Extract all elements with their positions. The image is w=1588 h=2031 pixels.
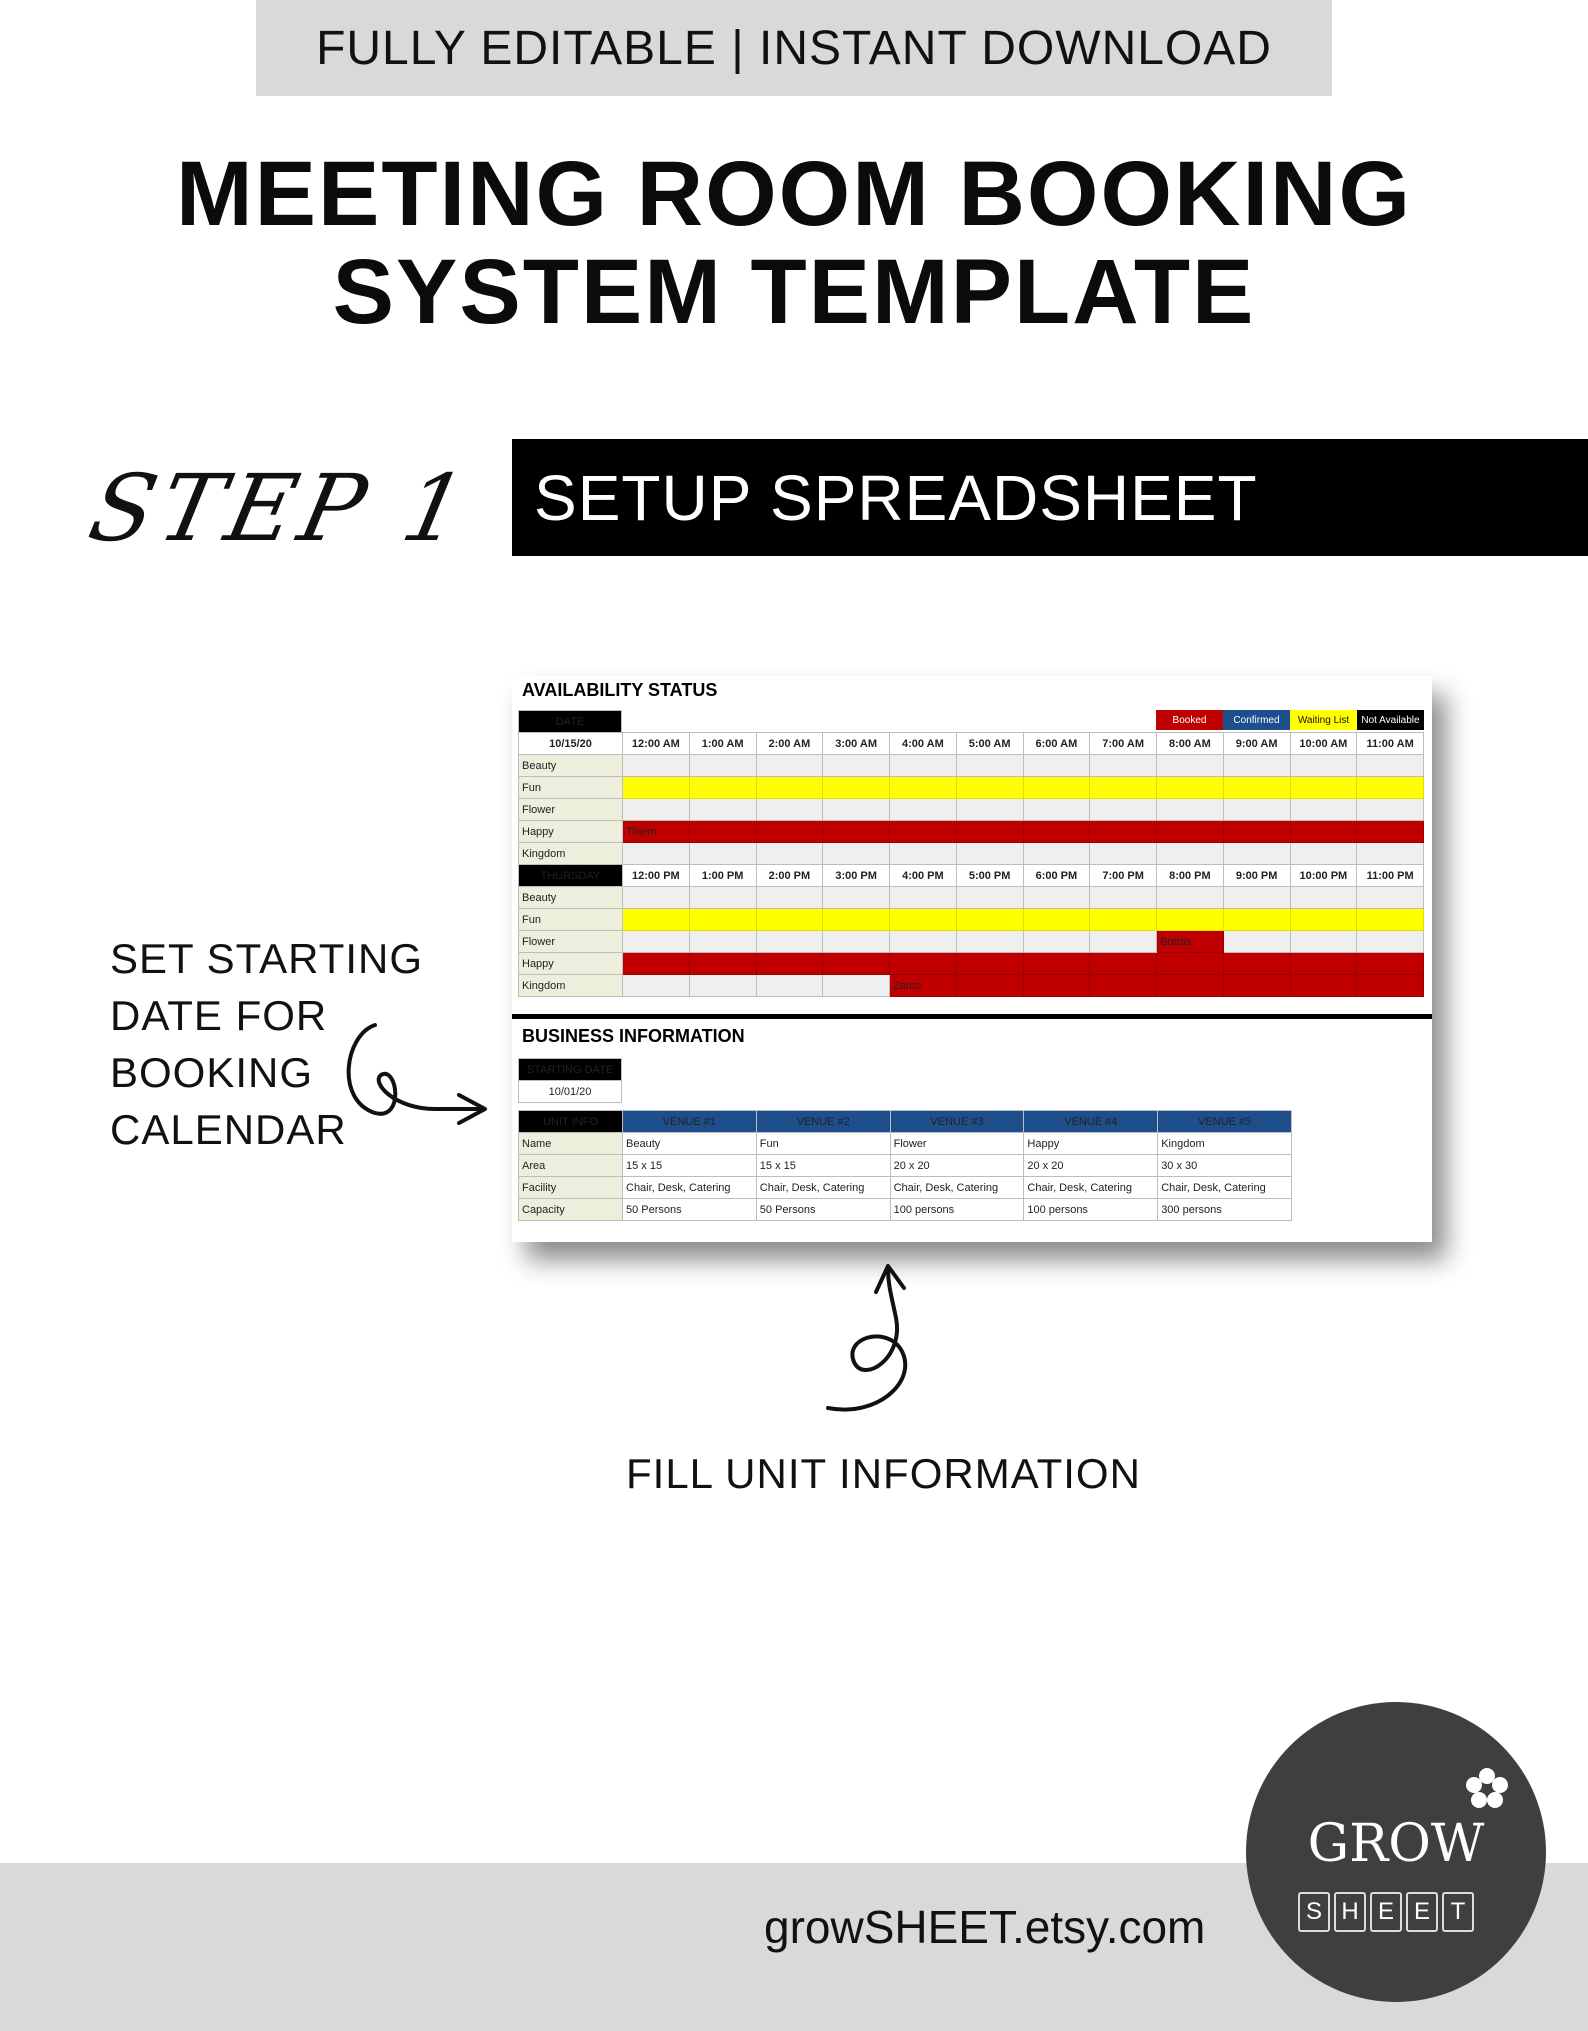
booking-cell[interactable]: [890, 843, 957, 865]
booking-cell[interactable]: [756, 777, 823, 799]
booking-cell[interactable]: [1157, 843, 1224, 865]
time-header: 11:00 PM: [1357, 865, 1424, 887]
side-note-line: SET STARTING: [110, 935, 424, 982]
time-header: 5:00 AM: [956, 733, 1023, 755]
booking-cell[interactable]: [1023, 909, 1090, 931]
booking-cell[interactable]: [1357, 755, 1424, 777]
unit-cell[interactable]: 20 x 20: [890, 1155, 1024, 1177]
side-note-line: DATE FOR: [110, 992, 328, 1039]
room-label: Flower: [519, 931, 623, 953]
curly-arrow-up-icon: [820, 1258, 930, 1418]
booking-cell[interactable]: [890, 887, 957, 909]
booking-cell[interactable]: [1157, 909, 1224, 931]
step-title-bar: [512, 439, 1588, 556]
starting-date-box: [518, 1058, 622, 1103]
booking-cell[interactable]: Thiem: [623, 821, 690, 843]
venue-header: VENUE #5: [1158, 1111, 1292, 1133]
booking-cell[interactable]: [1157, 777, 1224, 799]
time-header: 8:00 PM: [1157, 865, 1224, 887]
booking-cell[interactable]: [689, 821, 756, 843]
unit-cell[interactable]: Beauty: [623, 1133, 757, 1155]
booking-cell[interactable]: [756, 953, 823, 975]
time-header: 6:00 AM: [1023, 733, 1090, 755]
time-header: 2:00 PM: [756, 865, 823, 887]
unit-cell[interactable]: Fun: [756, 1133, 890, 1155]
room-label: Kingdom: [519, 843, 623, 865]
booking-cell[interactable]: [623, 909, 690, 931]
legend-waiting-list: Waiting List: [1290, 710, 1357, 730]
table-row: [519, 821, 1424, 843]
booking-cell[interactable]: [1023, 843, 1090, 865]
booking-cell[interactable]: [1290, 909, 1357, 931]
business-information-header: BUSINESS INFORMATION: [522, 1026, 745, 1046]
unit-cell[interactable]: Flower: [890, 1133, 1024, 1155]
side-note-line: CALENDAR: [110, 1106, 347, 1153]
booking-cell[interactable]: [956, 931, 1023, 953]
unit-row-label: Area: [519, 1155, 623, 1177]
booking-cell[interactable]: [1223, 931, 1290, 953]
unit-cell[interactable]: Chair, Desk, Catering: [756, 1177, 890, 1199]
table-row: [519, 843, 1424, 865]
bottom-note: FILL UNIT INFORMATION: [626, 1450, 1141, 1497]
room-label: Flower: [519, 799, 623, 821]
unit-cell[interactable]: Happy: [1024, 1133, 1158, 1155]
booking-cell[interactable]: [823, 887, 890, 909]
date-header: [518, 710, 622, 733]
booking-cell[interactable]: [1023, 975, 1090, 997]
time-header: 2:00 AM: [756, 733, 823, 755]
booking-cell[interactable]: [1357, 777, 1424, 799]
room-label: Beauty: [519, 755, 623, 777]
booking-cell[interactable]: [756, 909, 823, 931]
grow-sheet-logo: [1246, 1702, 1546, 2002]
time-header: 3:00 AM: [823, 733, 890, 755]
booking-cell[interactable]: [1290, 931, 1357, 953]
booking-cell[interactable]: [1223, 755, 1290, 777]
booking-cell[interactable]: Zarco: [890, 975, 957, 997]
starting-date-label: STARTING DATE: [519, 1059, 622, 1081]
booking-cell[interactable]: [1223, 953, 1290, 975]
page-title-line-2: SYSTEM TEMPLATE: [332, 241, 1256, 343]
unit-cell[interactable]: 15 x 15: [756, 1155, 890, 1177]
booking-cell[interactable]: [956, 953, 1023, 975]
step-label: STEP 1: [80, 455, 481, 562]
booking-cell[interactable]: [689, 777, 756, 799]
table-row: [519, 953, 1424, 975]
time-header: 10:00 AM: [1290, 733, 1357, 755]
table-row: [519, 1133, 1292, 1155]
booking-cell[interactable]: [623, 777, 690, 799]
booking-cell[interactable]: [1290, 799, 1357, 821]
booking-cell[interactable]: [1223, 777, 1290, 799]
top-banner: [256, 0, 1332, 96]
booking-cell[interactable]: [1357, 887, 1424, 909]
room-label: Happy: [519, 821, 623, 843]
table-row: [519, 799, 1424, 821]
table-row: [519, 755, 1424, 777]
logo-letter: T: [1442, 1892, 1474, 1932]
step-title: SETUP SPREADSHEET: [534, 461, 1258, 534]
booking-cell[interactable]: [1023, 777, 1090, 799]
time-header: 7:00 PM: [1090, 865, 1157, 887]
side-note-line: BOOKING: [110, 1049, 314, 1096]
booking-cell[interactable]: [1090, 909, 1157, 931]
booking-cell[interactable]: [1290, 821, 1357, 843]
booking-cell[interactable]: [823, 931, 890, 953]
logo-letter: E: [1370, 1892, 1402, 1932]
unit-cell[interactable]: 30 x 30: [1158, 1155, 1292, 1177]
booking-cell[interactable]: [623, 887, 690, 909]
time-header: 3:00 PM: [823, 865, 890, 887]
booking-cell[interactable]: [890, 755, 957, 777]
logo-word: GROW: [1307, 1814, 1485, 1874]
booking-cell[interactable]: [1090, 777, 1157, 799]
table-row: [519, 777, 1424, 799]
time-header: 6:00 PM: [1023, 865, 1090, 887]
time-header: 9:00 PM: [1223, 865, 1290, 887]
booking-cell[interactable]: [823, 843, 890, 865]
booking-cell[interactable]: [689, 799, 756, 821]
page-title-line-1: MEETING ROOM BOOKING: [176, 143, 1412, 245]
booking-cell[interactable]: [1290, 975, 1357, 997]
booking-cell[interactable]: [756, 843, 823, 865]
section-divider: [512, 1014, 1432, 1019]
booking-cell[interactable]: [956, 909, 1023, 931]
unit-cell[interactable]: Chair, Desk, Catering: [890, 1177, 1024, 1199]
booking-cell[interactable]: [1090, 953, 1157, 975]
availability-status-header: AVAILABILITY STATUS: [522, 680, 718, 700]
booking-cell[interactable]: [1157, 799, 1224, 821]
unit-cell[interactable]: 100 persons: [890, 1199, 1024, 1221]
time-header: 10:00 PM: [1290, 865, 1357, 887]
unit-cell[interactable]: 20 x 20: [1024, 1155, 1158, 1177]
time-header: 4:00 AM: [890, 733, 957, 755]
availability-grid: [518, 732, 1424, 997]
table-row: [519, 887, 1424, 909]
date-value[interactable]: 10/15/20: [519, 733, 623, 755]
booking-cell[interactable]: [956, 843, 1023, 865]
table-row: [519, 1155, 1292, 1177]
legend-confirmed: Confirmed: [1223, 710, 1290, 730]
booking-cell[interactable]: [1290, 953, 1357, 975]
booking-cell[interactable]: [823, 755, 890, 777]
room-label: Fun: [519, 909, 623, 931]
table-row: [519, 1199, 1292, 1221]
booking-cell[interactable]: [1157, 887, 1224, 909]
time-header: 9:00 AM: [1223, 733, 1290, 755]
room-label: Kingdom: [519, 975, 623, 997]
booking-cell[interactable]: [689, 953, 756, 975]
room-label: Beauty: [519, 887, 623, 909]
venue-header: VENUE #4: [1024, 1111, 1158, 1133]
table-row: [519, 1177, 1292, 1199]
booking-cell[interactable]: [823, 953, 890, 975]
booking-cell[interactable]: [756, 931, 823, 953]
booking-cell[interactable]: [1023, 821, 1090, 843]
booking-cell[interactable]: [1023, 953, 1090, 975]
booking-cell[interactable]: [1023, 755, 1090, 777]
unit-cell[interactable]: 50 Persons: [623, 1199, 757, 1221]
unit-row-label: Name: [519, 1133, 623, 1155]
spreadsheet-preview: [512, 676, 1432, 1242]
booking-cell[interactable]: [823, 821, 890, 843]
booking-cell[interactable]: [689, 975, 756, 997]
booking-cell[interactable]: [1090, 821, 1157, 843]
room-label: Happy: [519, 953, 623, 975]
booking-cell[interactable]: [1090, 887, 1157, 909]
unit-cell[interactable]: 50 Persons: [756, 1199, 890, 1221]
logo-letter: H: [1334, 1892, 1366, 1932]
booking-cell[interactable]: [1157, 821, 1224, 843]
booking-cell[interactable]: [1357, 953, 1424, 975]
logo-letter: S: [1298, 1892, 1330, 1932]
booking-cell[interactable]: [890, 931, 957, 953]
logo-letters: [1298, 1892, 1474, 1932]
booking-cell[interactable]: [823, 909, 890, 931]
booking-cell[interactable]: [1357, 843, 1424, 865]
booking-cell[interactable]: [1157, 953, 1224, 975]
booking-cell[interactable]: [689, 843, 756, 865]
booking-cell[interactable]: [956, 755, 1023, 777]
booking-cell[interactable]: [1090, 799, 1157, 821]
unit-row-label: Facility: [519, 1177, 623, 1199]
time-header: 1:00 AM: [689, 733, 756, 755]
day-label: THURSDAY: [519, 865, 623, 887]
booking-cell[interactable]: [823, 799, 890, 821]
status-legend: [1156, 710, 1424, 730]
booking-cell[interactable]: [956, 777, 1023, 799]
booking-cell[interactable]: [890, 821, 957, 843]
booking-cell[interactable]: [956, 887, 1023, 909]
booking-cell[interactable]: [890, 799, 957, 821]
booking-cell[interactable]: [1090, 931, 1157, 953]
booking-cell[interactable]: [1223, 975, 1290, 997]
time-header: 7:00 AM: [1090, 733, 1157, 755]
unit-row-label: Capacity: [519, 1199, 623, 1221]
booking-cell[interactable]: [1023, 931, 1090, 953]
booking-cell[interactable]: [1357, 975, 1424, 997]
starting-date-value[interactable]: 10/01/20: [519, 1081, 622, 1103]
booking-cell[interactable]: [623, 931, 690, 953]
booking-cell[interactable]: [756, 755, 823, 777]
table-row: [519, 909, 1424, 931]
booking-cell[interactable]: [1357, 799, 1424, 821]
legend-not-available: Not Available: [1357, 710, 1424, 730]
time-header: 4:00 PM: [890, 865, 957, 887]
booking-cell[interactable]: [1223, 843, 1290, 865]
booking-cell[interactable]: [689, 931, 756, 953]
booking-cell[interactable]: [1357, 931, 1424, 953]
booking-cell[interactable]: [623, 755, 690, 777]
curly-arrow-right-icon: [335, 1005, 495, 1125]
venue-header: VENUE #3: [890, 1111, 1024, 1133]
booking-cell[interactable]: [1290, 755, 1357, 777]
booking-cell[interactable]: [890, 777, 957, 799]
booking-cell[interactable]: [689, 755, 756, 777]
unit-info-label: UNIT INFO: [519, 1111, 623, 1133]
booking-cell[interactable]: [756, 799, 823, 821]
flower-icon: [1464, 1766, 1510, 1812]
unit-cell[interactable]: Chair, Desk, Catering: [1158, 1177, 1292, 1199]
booking-cell[interactable]: [1223, 887, 1290, 909]
booking-cell[interactable]: [623, 975, 690, 997]
booking-cell[interactable]: [956, 821, 1023, 843]
booking-cell[interactable]: [756, 821, 823, 843]
booking-cell[interactable]: [823, 975, 890, 997]
booking-cell[interactable]: [890, 953, 957, 975]
booking-cell[interactable]: [1223, 821, 1290, 843]
booking-cell[interactable]: [1090, 975, 1157, 997]
booking-cell[interactable]: [1290, 843, 1357, 865]
booking-cell[interactable]: [890, 909, 957, 931]
booking-cell[interactable]: [623, 799, 690, 821]
time-header: 5:00 PM: [956, 865, 1023, 887]
venue-header: VENUE #1: [623, 1111, 757, 1133]
booking-cell[interactable]: [756, 975, 823, 997]
booking-cell[interactable]: [1157, 755, 1224, 777]
booking-cell[interactable]: [689, 909, 756, 931]
unit-cell[interactable]: 100 persons: [1024, 1199, 1158, 1221]
date-label: DATE: [519, 711, 622, 733]
booking-cell[interactable]: [1357, 821, 1424, 843]
time-header: 12:00 AM: [623, 733, 690, 755]
booking-cell[interactable]: [956, 975, 1023, 997]
booking-cell[interactable]: [1223, 799, 1290, 821]
booking-cell[interactable]: [756, 887, 823, 909]
time-header: 8:00 AM: [1157, 733, 1224, 755]
unit-cell[interactable]: 15 x 15: [623, 1155, 757, 1177]
banner-text: FULLY EDITABLE | INSTANT DOWNLOAD: [316, 21, 1272, 75]
unit-cell[interactable]: 300 persons: [1158, 1199, 1292, 1221]
logo-letter: E: [1406, 1892, 1438, 1932]
unit-cell[interactable]: Chair, Desk, Catering: [1024, 1177, 1158, 1199]
booking-cell[interactable]: [1090, 843, 1157, 865]
venue-header: VENUE #2: [756, 1111, 890, 1133]
booking-cell[interactable]: Bottas: [1157, 931, 1224, 953]
booking-cell[interactable]: [1090, 755, 1157, 777]
booking-cell[interactable]: [623, 843, 690, 865]
booking-cell[interactable]: [1223, 909, 1290, 931]
time-header: 11:00 AM: [1357, 733, 1424, 755]
unit-cell[interactable]: Chair, Desk, Catering: [623, 1177, 757, 1199]
unit-cell[interactable]: Kingdom: [1158, 1133, 1292, 1155]
booking-cell[interactable]: [1157, 975, 1224, 997]
booking-cell[interactable]: [1357, 909, 1424, 931]
footer-url[interactable]: growSHEET.etsy.com: [764, 1901, 1206, 1953]
time-header: 12:00 PM: [623, 865, 690, 887]
booking-cell[interactable]: [1290, 777, 1357, 799]
booking-cell[interactable]: [623, 953, 690, 975]
booking-cell[interactable]: [1023, 799, 1090, 821]
booking-cell[interactable]: [823, 777, 890, 799]
booking-cell[interactable]: [689, 887, 756, 909]
booking-cell[interactable]: [1290, 887, 1357, 909]
table-row: [519, 975, 1424, 997]
table-row: [519, 931, 1424, 953]
unit-info-table: [518, 1110, 1292, 1221]
legend-booked: Booked: [1156, 710, 1223, 730]
time-header: 1:00 PM: [689, 865, 756, 887]
booking-cell[interactable]: [956, 799, 1023, 821]
booking-cell[interactable]: [1023, 887, 1090, 909]
room-label: Fun: [519, 777, 623, 799]
